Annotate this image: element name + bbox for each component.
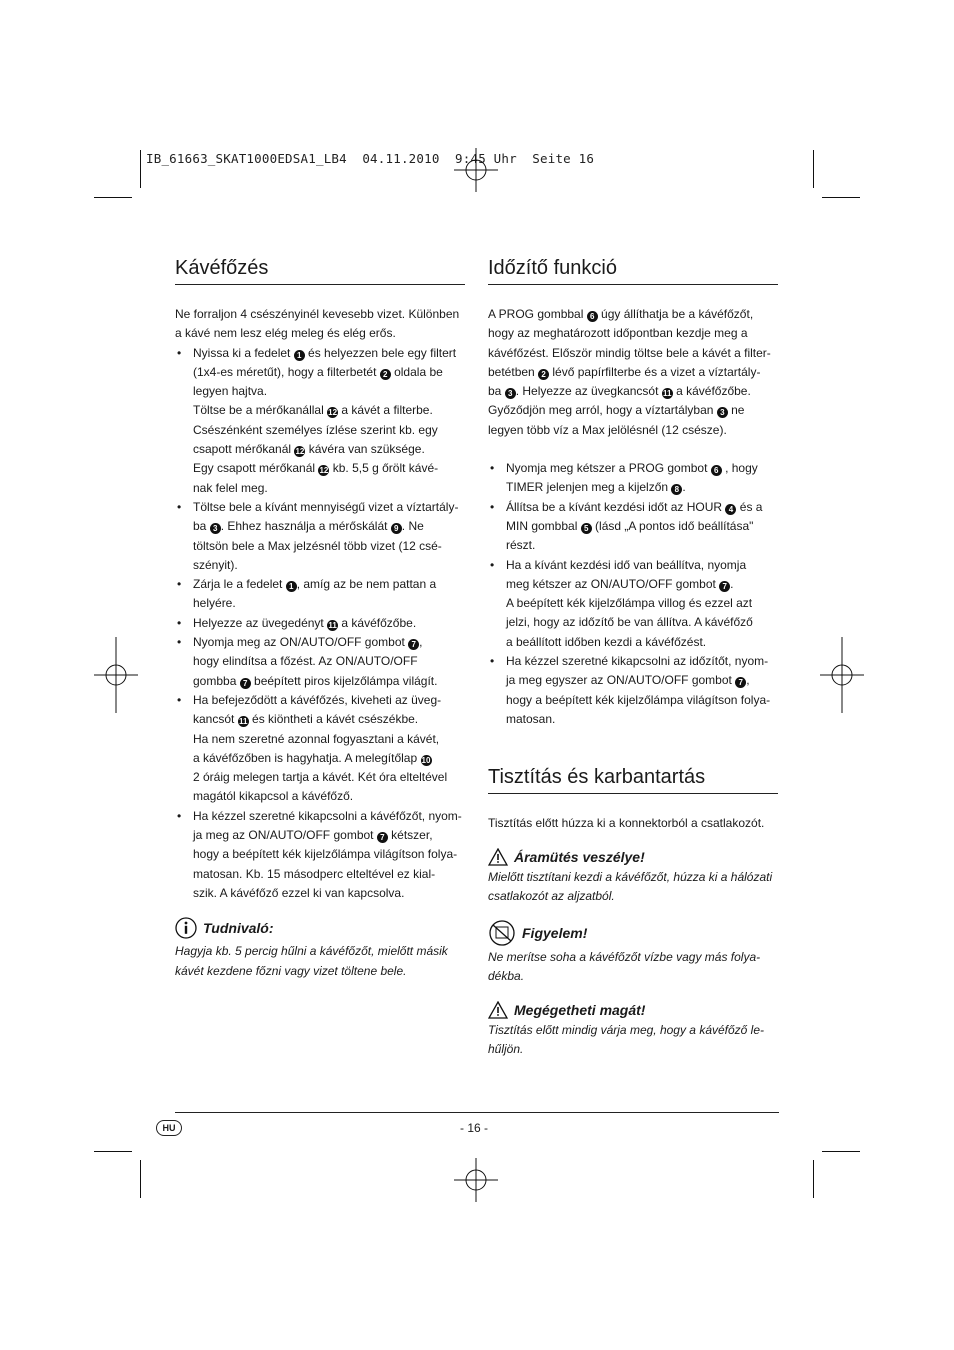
list-item	[175, 807, 465, 903]
text-run: hogy az meghatározott időpontban kezdje meg a	[488, 326, 748, 341]
list-item-line	[506, 478, 778, 497]
text-run: és helyezzen bele egy filtert	[304, 345, 457, 360]
list-item	[175, 691, 465, 807]
list-item-line	[506, 594, 778, 613]
list-item-line	[506, 575, 778, 594]
list-item-line	[506, 691, 778, 710]
list-item-line	[193, 421, 465, 440]
text-run: Nyissa ki a fedelet	[193, 345, 294, 360]
bullet-icon: •	[177, 499, 182, 514]
list-item-line	[193, 556, 465, 575]
list-item-line	[193, 344, 465, 363]
part-number-badge: 1	[286, 581, 297, 592]
paragraph-line	[488, 324, 778, 343]
list-item-line	[193, 363, 465, 382]
text-run: Állítsa be a kívánt kezdési időt az HOUR	[506, 499, 726, 514]
list-item-line	[193, 652, 465, 671]
list-item-line	[193, 614, 465, 633]
paragraph-line	[488, 382, 778, 401]
text-run: ne	[727, 403, 745, 418]
text-run: (1x4-es méretűt), hogy a filterbetét	[193, 364, 380, 379]
text-run: ba	[193, 519, 210, 534]
list-item-line	[193, 845, 465, 864]
crop-mark	[813, 150, 814, 188]
part-number-badge: 12	[295, 447, 305, 457]
text-run: ,	[746, 673, 750, 688]
text-run: legyen több víz a Max jelölésnél (12 csésze).	[488, 422, 727, 437]
note-title: Tudnivaló:	[203, 920, 274, 937]
timer-intro	[488, 305, 778, 440]
section-title-coffee: Kávéfőzés	[175, 250, 465, 285]
list-item-line	[193, 826, 465, 845]
list-item-line	[193, 382, 465, 401]
part-number-badge: 8	[671, 484, 682, 495]
text-run: lévő papírfilterbe és a vizet a víztartály-	[549, 364, 761, 379]
crop-mark	[94, 197, 132, 198]
text-run: hogy a beépített kék kijelzőlámpa világítson folya-	[506, 692, 771, 707]
text-run: ja meg egyszer az ON/AUTO/OFF gombot	[506, 673, 736, 688]
part-number-badge: 7	[240, 678, 251, 689]
list-item-line	[506, 517, 778, 536]
text-run: . Helyezze az üvegkancsót	[515, 384, 662, 399]
list-item	[175, 575, 465, 614]
text-run: a kávéfőzőben is hagyhatja. A melegítőlap	[193, 750, 421, 765]
warning-title: Áramütés veszélye!	[514, 848, 645, 865]
list-item-line	[506, 671, 778, 690]
warning-heading	[488, 920, 778, 946]
list-item	[175, 633, 465, 691]
list-item-line	[506, 633, 778, 652]
text-run: .	[730, 576, 734, 591]
warning-text: dékba.	[488, 969, 525, 984]
list-item-line	[193, 633, 465, 652]
text-run: kancsót	[193, 712, 238, 727]
note-text: kávét kezdene főzni vagy vizet töltene bele.	[175, 963, 407, 978]
registration-mark-icon	[454, 1158, 498, 1202]
text-run: úgy állíthatja be a kávéfőzőt,	[597, 307, 754, 321]
left-bullet-list	[175, 344, 465, 904]
text-run: a kávéfőzőbe.	[338, 615, 417, 630]
part-number-badge: 6	[587, 311, 598, 322]
right-bullet-list	[488, 459, 778, 729]
list-item-line	[193, 575, 465, 594]
list-item-line	[193, 768, 465, 787]
no-immerse-icon	[488, 920, 516, 946]
text-run: ,	[419, 635, 423, 650]
text-run: , hogy	[721, 461, 758, 476]
text-run: . Ehhez használja a mérőskálát	[220, 519, 391, 534]
part-number-badge: 3	[717, 407, 728, 418]
list-item-line	[193, 710, 465, 729]
note-text: Hagyja kb. 5 percig hűlni a kávéfőzőt, mielőtt másik	[175, 944, 448, 959]
paragraph-line: a kávé nem lesz elég meleg és elég erős.	[175, 326, 396, 341]
part-number-badge: 2	[380, 369, 391, 380]
warning-heading	[488, 848, 778, 866]
warning-title: Figyelem!	[522, 925, 588, 942]
paragraph-line: Ne forraljon 4 csészényinél kevesebb vizet. Különben	[175, 307, 460, 321]
bullet-icon: •	[490, 557, 495, 572]
part-number-badge: 10	[421, 755, 431, 765]
text-run: kávéfőzést. Először mindig töltse bele a kávét a filter-	[488, 345, 771, 360]
text-run: kétszer,	[387, 828, 433, 843]
list-item-line	[193, 537, 465, 556]
list-item-line	[193, 865, 465, 884]
part-number-badge: 2	[538, 369, 549, 380]
paragraph-line	[488, 305, 778, 324]
list-item-line	[193, 787, 465, 806]
text-run: 2 óráig melegen tartja a kávét. Két óra elteltével	[193, 770, 448, 785]
part-number-badge: 4	[725, 504, 736, 515]
text-run: hogy a beépített kék kijelzőlámpa világítson folya-	[193, 847, 458, 862]
text-run: betétben	[488, 364, 539, 379]
text-run: Ha befejeződött a kávéfőzés, kiveheti az üveg-	[193, 692, 442, 707]
section-title-timer: Időzítő funkció	[488, 250, 778, 285]
list-item-line	[506, 459, 778, 478]
text-run: Ha kézzel szeretné kikapcsolni a kávéfőzőt, nyom-	[193, 808, 462, 823]
list-item-line	[506, 556, 778, 575]
warning-text: hűljön.	[488, 1042, 524, 1057]
text-run: a beállított időben kezdi a kávéfőzést.	[506, 634, 707, 649]
paragraph-line	[488, 421, 778, 440]
text-run: és kiöntheti a kávét csészékbe.	[248, 712, 419, 727]
registration-mark-icon	[820, 637, 864, 713]
registration-mark-icon	[94, 637, 138, 713]
text-run: kávéra van szüksége.	[305, 442, 425, 457]
part-number-badge: 6	[711, 465, 722, 476]
text-run: A PROG gombbal	[488, 307, 587, 321]
list-item-line	[193, 479, 465, 498]
list-item	[175, 614, 465, 633]
warning-text: Mielőtt tisztítani kezdi a kávéfőzőt, húzza ki a hálózati	[488, 869, 773, 884]
part-number-badge: 7	[377, 832, 388, 843]
text-run: Győződjön meg arról, hogy a víztartályban	[488, 403, 717, 418]
bullet-icon: •	[490, 461, 495, 476]
text-run: Egy csapott mérőkanál	[193, 461, 319, 476]
text-run: Zárja le a fedelet	[193, 577, 286, 592]
list-item	[488, 652, 778, 729]
crop-mark	[140, 1160, 141, 1198]
warning-triangle-icon	[488, 848, 508, 866]
paragraph-line	[488, 344, 778, 363]
part-number-badge: 3	[210, 523, 221, 534]
text-run: .	[682, 480, 686, 495]
text-run: TIMER jelenjen meg a kijelzőn	[506, 480, 672, 495]
text-run: szényit).	[193, 557, 238, 572]
text-run: Ha kézzel szeretné kikapcsolni az időzítőt, nyom-	[506, 654, 769, 669]
part-number-badge: 11	[328, 620, 337, 630]
text-run: Nyomja meg az ON/AUTO/OFF gombot	[193, 635, 409, 650]
part-number-badge: 1	[294, 350, 305, 361]
text-run: matosan. Kb. 15 másodperc elteltével ez kial-	[193, 866, 436, 881]
footer-rule	[175, 1112, 779, 1113]
part-number-badge: 5	[581, 523, 592, 534]
print-slug: IB_61663_SKAT1000EDSA1_LB4 04.11.2010 9:45 Uhr Seite 16	[146, 151, 595, 166]
part-number-badge: 3	[505, 388, 516, 399]
text-run: A beépített kék kijelzőlámpa villog és ezzel azt	[506, 596, 753, 611]
bullet-icon: •	[177, 692, 182, 707]
bullet-icon: •	[490, 654, 495, 669]
warning-attention	[488, 920, 778, 987]
list-item-line	[506, 498, 778, 517]
warning-text: csatlakozót az aljzatból.	[488, 888, 615, 903]
list-item-line	[193, 401, 465, 420]
list-item	[175, 344, 465, 498]
list-item-line	[193, 459, 465, 478]
text-run: , amíg az be nem pattan a	[296, 577, 437, 592]
list-item-line	[193, 440, 465, 459]
warning-triangle-icon	[488, 1001, 508, 1019]
info-icon	[175, 917, 197, 939]
list-item-line	[193, 498, 465, 517]
part-number-badge: 7	[719, 581, 730, 592]
list-item-line	[193, 807, 465, 826]
text-run: . Ne	[401, 519, 424, 534]
warning-title: Megégetheti magát!	[514, 1001, 646, 1018]
right-column	[488, 250, 778, 1059]
text-run: Töltse be a mérőkanállal	[193, 403, 328, 418]
left-intro	[175, 305, 465, 344]
part-number-badge: 7	[735, 677, 746, 688]
language-badge: HU	[156, 1120, 182, 1136]
registration-mark-icon	[454, 148, 498, 192]
list-item-line	[506, 536, 778, 555]
list-item-line	[193, 594, 465, 613]
bullet-icon: •	[177, 635, 182, 650]
paragraph-line	[488, 363, 778, 382]
crop-mark	[813, 1160, 814, 1198]
crop-mark	[140, 150, 141, 188]
text-run: a kávéfőzőbe.	[672, 384, 751, 399]
list-item-line	[193, 517, 465, 536]
part-number-badge: 11	[663, 389, 672, 399]
list-item-line	[193, 884, 465, 903]
cleaning-intro: Tisztítás előtt húzza ki a konnektorból a csatlakozót.	[488, 816, 765, 831]
text-run: Csészénként személyes ízlése szerint kb. egy	[193, 422, 438, 437]
text-run: hogy elindítsa a főzést. Az ON/AUTO/OFF	[193, 654, 418, 669]
text-run: gombba	[193, 673, 240, 688]
list-item	[488, 459, 778, 498]
text-run: matosan.	[506, 711, 556, 726]
note-heading	[175, 917, 465, 939]
warning-text: Tisztítás előtt mindig várja meg, hogy a kávéfőző le-	[488, 1022, 765, 1037]
crop-mark	[822, 1151, 860, 1152]
warning-text: Ne merítse soha a kávéfőzőt vízbe vagy más folya-	[488, 950, 761, 965]
list-item	[175, 498, 465, 575]
list-item-line	[506, 652, 778, 671]
text-run: beépített piros kijelzőlámpa világít.	[250, 673, 438, 688]
text-run: Ha nem szeretné azonnal fogyasztani a kávét,	[193, 731, 440, 746]
list-item-line	[193, 730, 465, 749]
warning-electric	[488, 848, 778, 907]
warning-heading	[488, 1001, 778, 1019]
text-run: töltsön bele a Max jelzésnél több vizet (12 csé-	[193, 538, 442, 553]
crop-mark	[94, 1151, 132, 1152]
list-item	[488, 498, 778, 556]
text-run: magától kikapcsol a kávéfőző.	[193, 789, 354, 804]
text-run: MIN gombbal	[506, 518, 581, 533]
text-run: oldala be	[390, 364, 443, 379]
text-run: jelzi, hogy az időzítő be van állítva. A kávéfőző	[506, 615, 753, 630]
bullet-icon: •	[490, 499, 495, 514]
text-run: nak felel meg.	[193, 480, 268, 495]
part-number-badge: 12	[319, 466, 329, 476]
bullet-icon: •	[177, 345, 182, 360]
bullet-icon: •	[177, 577, 182, 592]
text-run: (lásd „A pontos idő beállítása"	[591, 518, 754, 533]
text-run: Nyomja meg kétszer a PROG gombot	[506, 461, 711, 476]
part-number-badge: 9	[391, 523, 402, 534]
text-run: csapott mérőkanál	[193, 442, 295, 457]
text-run: Ha a kívánt kezdési idő van beállítva, nyomja	[506, 557, 747, 572]
text-run: ja meg az ON/AUTO/OFF gombot	[193, 828, 377, 843]
section-title-cleaning: Tisztítás és karbantartás	[488, 759, 778, 794]
text-run: meg kétszer az ON/AUTO/OFF gombot	[506, 576, 720, 591]
text-run: részt.	[506, 538, 536, 553]
list-item-line	[506, 710, 778, 729]
text-run: szik. A kávéfőző ezzel ki van kapcsolva.	[193, 885, 405, 900]
text-run: legyen hajtva.	[193, 384, 268, 399]
page-number: - 16 -	[460, 1121, 489, 1135]
left-column	[175, 250, 465, 981]
text-run: Töltse bele a kívánt mennyiségű vizet a víztartály-	[193, 499, 459, 514]
paragraph-line	[488, 401, 778, 420]
list-item-line	[193, 749, 465, 768]
bullet-icon: •	[177, 615, 182, 630]
list-item	[488, 556, 778, 652]
text-run: ba	[488, 384, 505, 399]
crop-mark	[822, 197, 860, 198]
list-item-line	[193, 672, 465, 691]
list-item-line	[193, 691, 465, 710]
part-number-badge: 12	[328, 408, 338, 418]
text-run: helyére.	[193, 596, 236, 611]
text-run: a kávét a filterbe.	[338, 403, 433, 418]
bullet-icon: •	[177, 808, 182, 823]
list-item-line	[506, 613, 778, 632]
part-number-badge: 7	[408, 639, 419, 650]
warning-burn	[488, 1001, 778, 1060]
part-number-badge: 11	[238, 717, 248, 727]
text-run: Helyezze az üvegedényt	[193, 615, 328, 630]
text-run: kb. 5,5 g őrölt kávé-	[329, 461, 439, 476]
text-run: és a	[736, 499, 763, 514]
